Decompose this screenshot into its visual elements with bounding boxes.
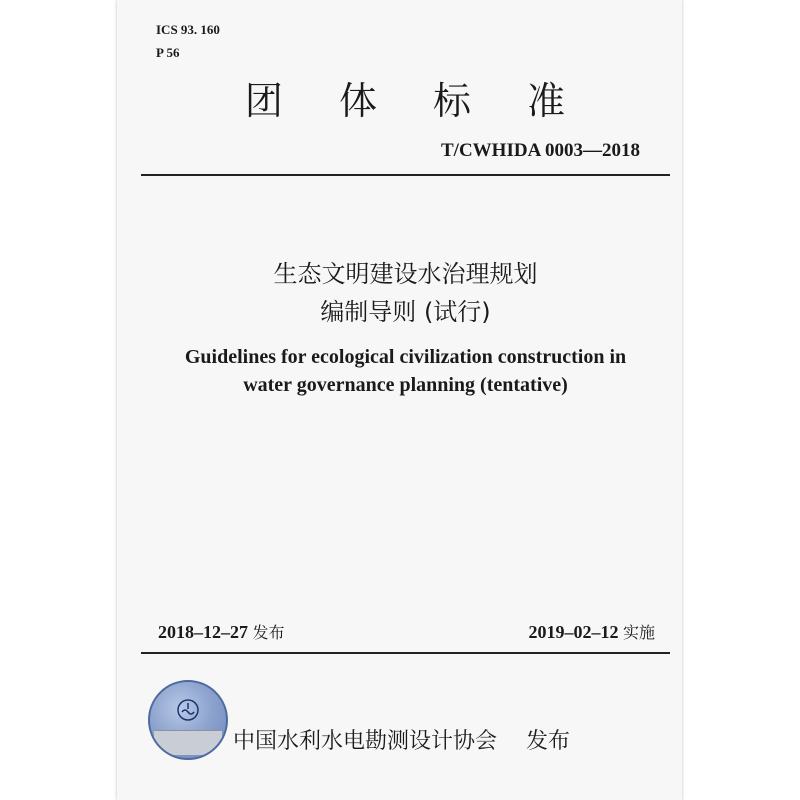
english-title-line-1: Guidelines for ecological civilization construction in [184,346,627,368]
publisher-action: 发布 [526,729,571,754]
chinese-title-line-1: 生态文明建设水治理规划 [273,260,538,288]
seal-emblem-icon [176,698,200,722]
ics-code: ICS 93. 160 [156,22,220,37]
implement-label: 实施 [622,623,655,642]
implement-date [528,620,655,643]
p-code: P 56 [156,45,180,60]
top-divider [141,174,670,176]
publish-label: 发布 [252,623,285,642]
publish-date [158,620,285,643]
implement-date-value: 2019–02–12 [528,622,619,642]
seal-barcode-strip [154,730,222,755]
publisher-name: 中国水利水电勘测设计协会 [233,729,498,754]
bottom-divider [141,652,670,654]
standard-category: 团 体 标 准 [244,79,588,123]
publish-date-value: 2018–12–27 [158,622,248,642]
english-title-line-2: water governance planning (tentative) [243,374,568,396]
publisher-line [233,724,570,755]
chinese-title-line-2: 编制导则 (试行) [320,298,491,326]
standard-number: T/CWHIDA 0003—2018 [441,140,640,161]
anti-counterfeit-seal-icon [148,680,228,760]
